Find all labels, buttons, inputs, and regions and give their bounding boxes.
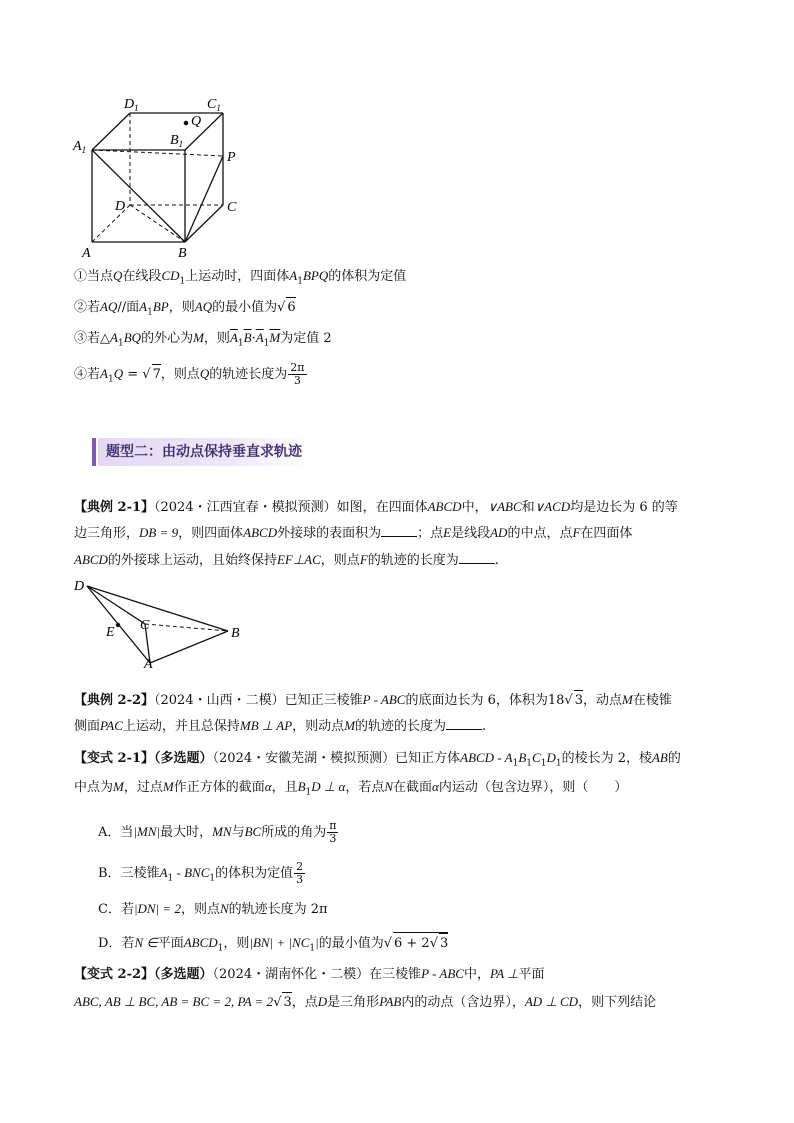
tetrahedron-figure [70,576,250,670]
example-2-2-line1: 【典例 2-2】（2024・山西・二模）已知正三棱锥P - ABC的底面边长为 6，体积为18√ 3，动点M在棱锥 [74,690,672,711]
label-p: P [227,150,236,165]
segment-d-b-hidden [130,205,185,242]
example-2-1-line3: ABCD的外接球上运动，且始终保持EF⊥AC，则点F的轨迹的长度为 . [74,552,499,568]
segment-a1-p-hidden [92,150,223,156]
option-d[interactable]: D．若N ∈平面$ABCD_1$，则$|BN| + |NC_1|$的最小值为√ 6 + 2√ 3 [98,932,448,959]
variant-2-2-line2: ABC, AB ⊥ BC, AB = BC = 2, PA = 2√ 3，点D是三角形PAB内的动点（含边界），AD ⊥ CD，则下列结论 [74,992,656,1013]
fraction-2-3: $\frac{2}{3}$ [296,860,304,886]
label-c: C [227,200,237,215]
edge-b-c [185,205,223,242]
option-c[interactable]: C．若|DN| = 2，则点N的轨迹长度为 2π [98,901,328,917]
heading-accent-bar [92,438,96,466]
option-a[interactable]: A．当|MN|最大时，MN与BC所成的角为 $\frac{\pi}{3}$ [98,819,337,845]
variant-2-1-line1: 【变式 2-1】（多选题）（2024・安徽芜湖・模拟预测）已知正方体ABCD - $A_1B_1C_1D_1$的棱长为 2，棱AB的 [74,750,681,769]
segment-a1-b [92,150,185,242]
answer-blank-1[interactable] [381,524,417,537]
label-e: E [106,625,115,640]
label-b1: $B_1$ [170,133,184,149]
example-2-2-line2: 侧面PAC上运动，并且总保持MB ⊥ AP，则动点M的轨迹的长度为 . [74,718,487,734]
point-e [116,623,120,627]
example-2-1-line2: 边三角形，DB = 9，则四面体ABCD外接球的表面积为 ；点E是线段AD的中点，点F在四面体 [74,525,633,541]
answer-blank-2[interactable] [459,551,495,564]
statement-1: ①当点Q在线段$CD_1$上运动时，四面体$A_1BPQ$的体积为定值 [74,268,407,287]
label-a: A [144,657,153,670]
label-d1: $D_1$ [124,97,139,113]
variant-2-2-line1: 【变式 2-2】（多选题）（2024・湖南怀化・二模）在三棱锥P - ABC中，PA ⊥平面 [74,966,545,982]
statement-2: ②若AQ//面$A_1BP$，则AQ的最小值为√ 6 [74,299,296,318]
label-d: D [115,199,126,214]
section-heading: 题型二：由动点保持垂直求轨迹 [98,438,310,466]
fraction-pi-3: $\frac{\pi}{3}$ [329,819,337,845]
statement-4: ④若$A_1Q$ = √ 7，则点Q的轨迹长度为 $\frac{2\pi}{3}$ [74,361,305,387]
segment-b-p [185,156,223,242]
variant-2-1-line2: 中点为M，过点M作正方体的截面α，且$B_1D$ ⊥ α，若点N在截面α内运动（包含边界），则（ ） [74,779,628,798]
answer-blank-3[interactable] [446,717,482,730]
edge-a1-d1 [92,113,130,150]
label-a: A [82,246,91,261]
statement-3: ③若$\triangle A_1BQ$的外心为M，则$\overline{A}_1\overline{B}\cdot\overline{A}_1\overline{M}$为定值 2 [74,330,332,349]
example-2-1-line1: 【典例 2-1】（2024・江西宜春・模拟预测）如图，在四面体ABCD中，∨ABC和∨ACD均是边长为 6 的等 [74,499,678,515]
edge-d-c [87,586,145,624]
label-d: D [74,579,85,594]
option-b[interactable]: B．三棱锥$A_1 - BNC_1$的体积为定值 $\frac{2}{3}$ [98,860,304,886]
point-q [184,121,189,126]
cube-figure [70,92,260,262]
label-c1: $C_1$ [207,97,221,113]
label-b: B [231,626,240,641]
label-a1: $A_1$ [73,139,87,155]
label-c: C [140,618,150,633]
label-q: Q [191,114,202,129]
edge-a-b [150,631,228,663]
label-b: B [178,246,187,261]
fraction-2pi-3: $\frac{2\pi}{3}$ [290,361,305,387]
